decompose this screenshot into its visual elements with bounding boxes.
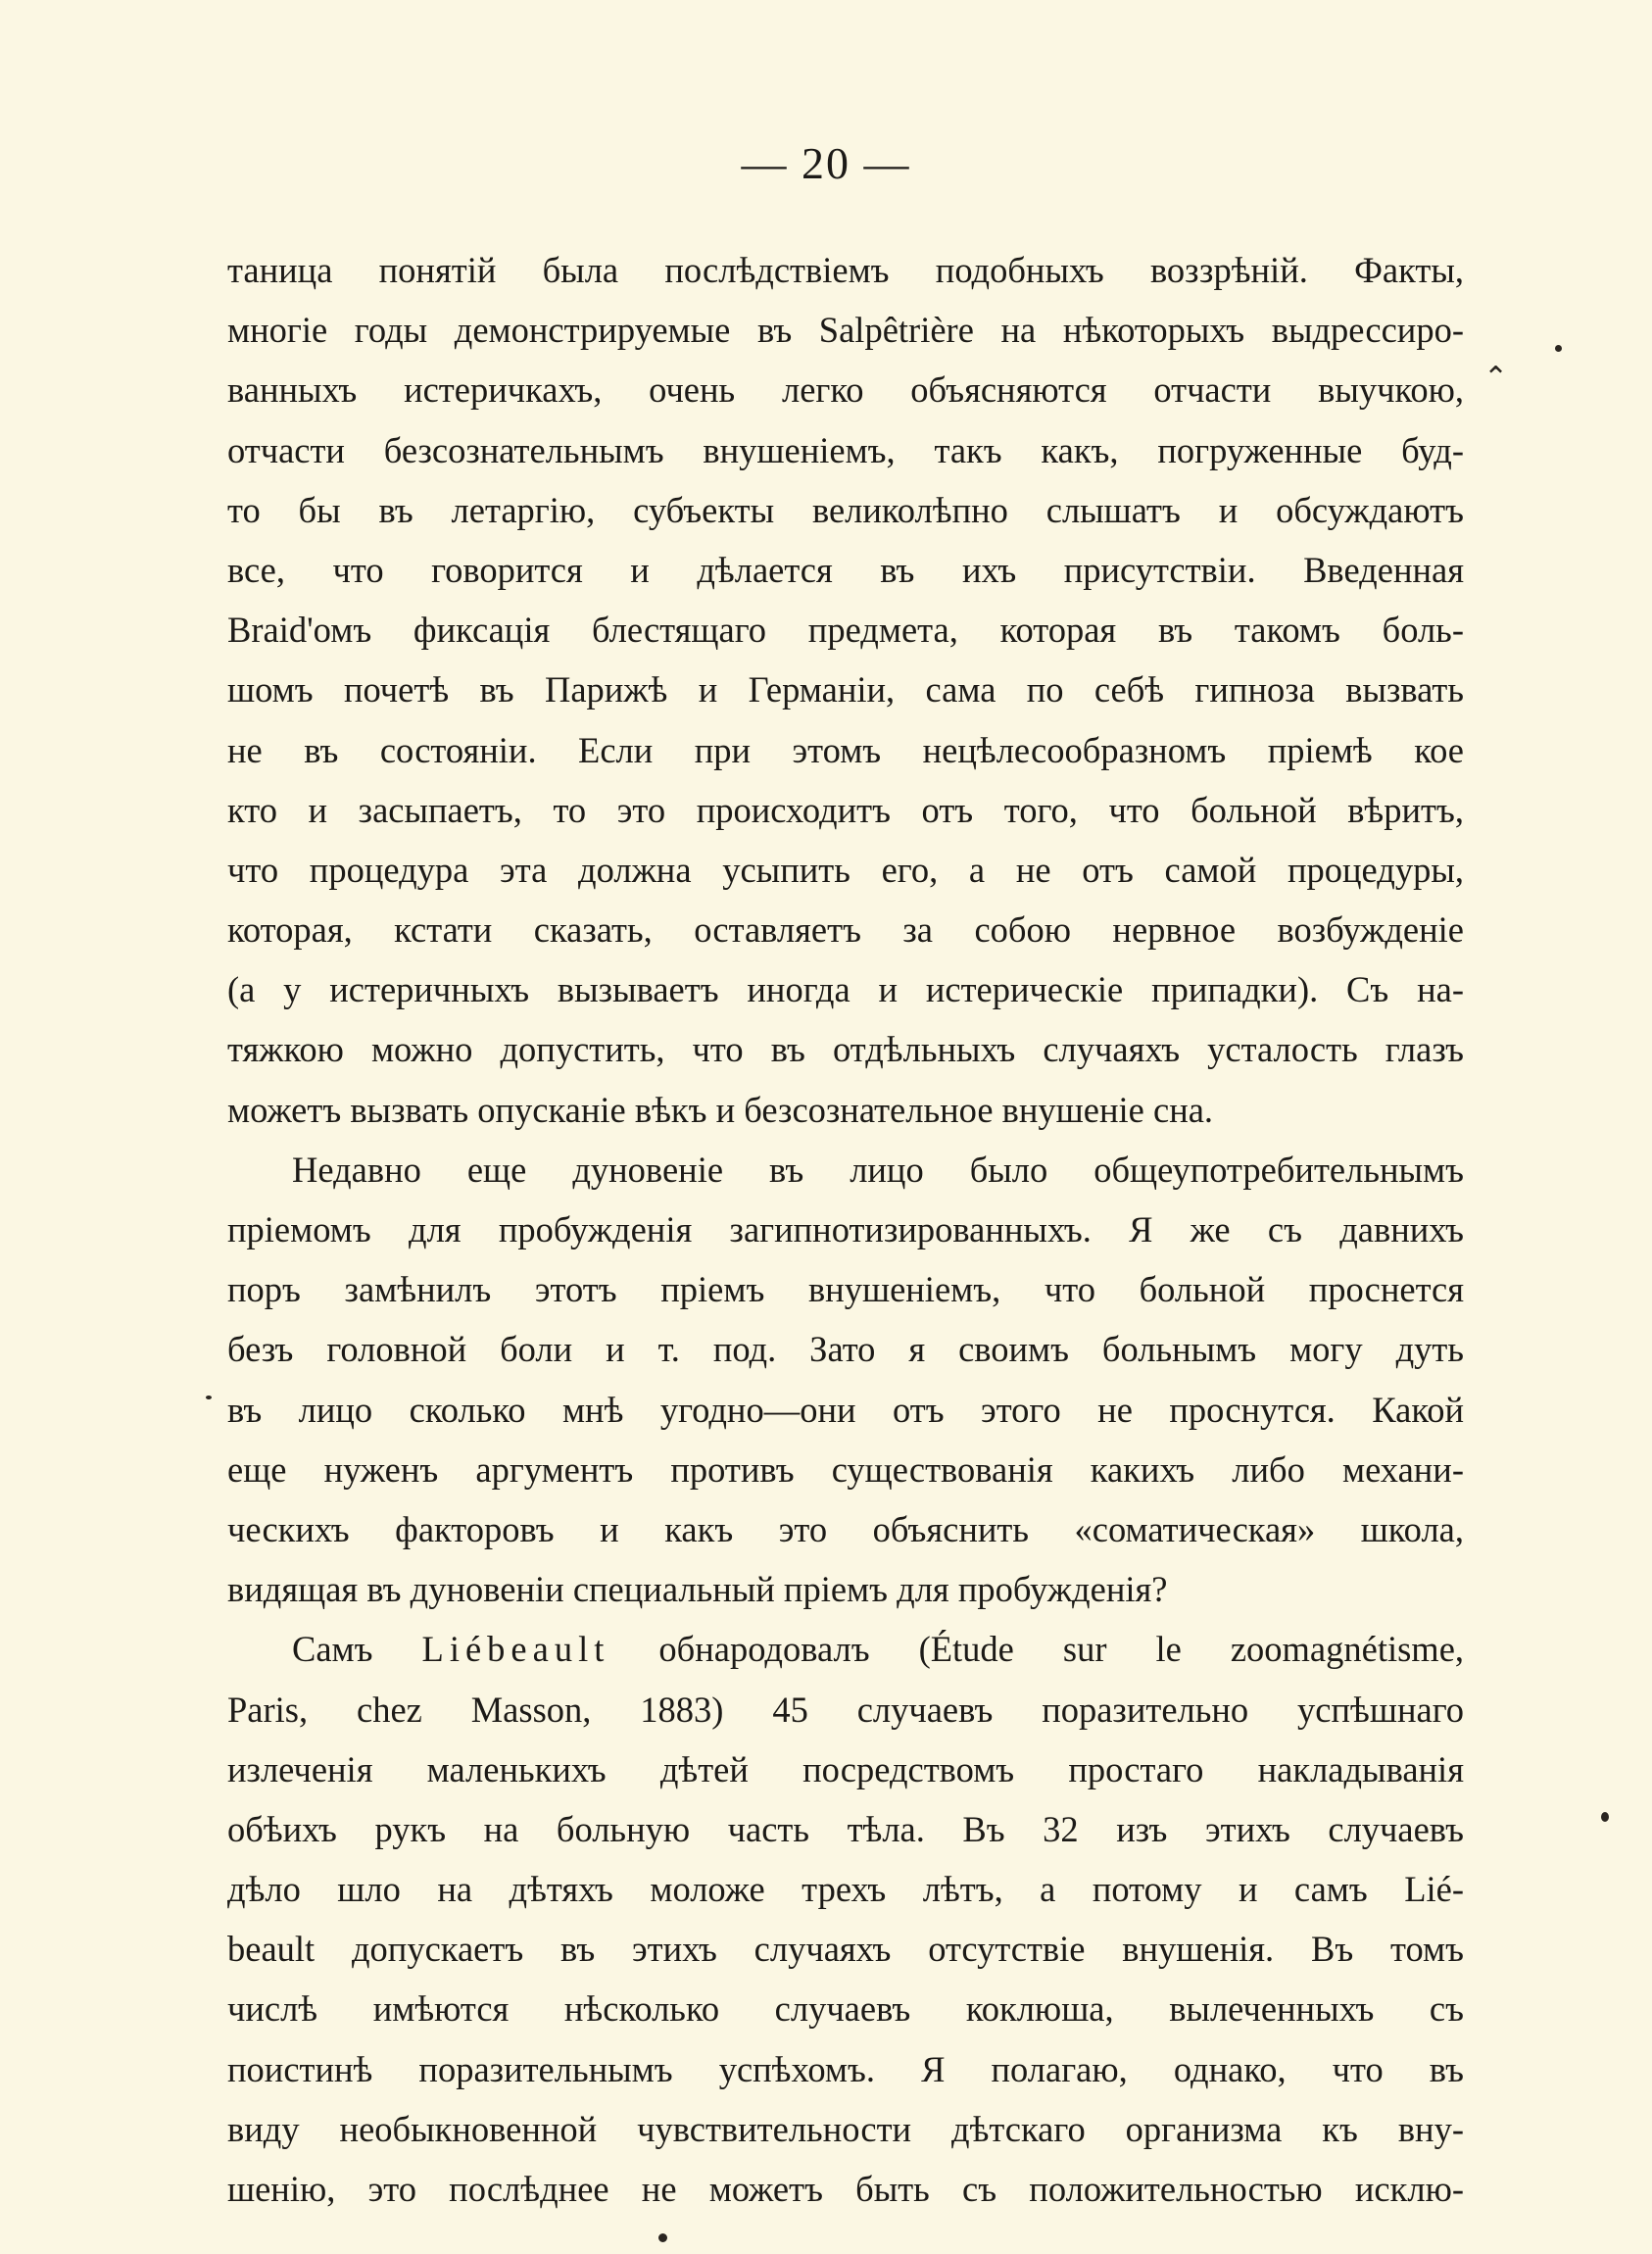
text-line: числѣ имѣются нѣсколько случаевъ коклюша, вылеченныхъ съ bbox=[227, 1988, 1464, 2030]
paragraph-end-line: видящая въ дуновеніи специальный пріемъ для пробужденія? bbox=[227, 1569, 1168, 1610]
margin-tick-mark: ⌃ bbox=[1483, 362, 1509, 394]
text-line: поръ замѣнилъ этотъ пріемъ внушеніемъ, что больной проснется bbox=[227, 1269, 1464, 1310]
text-line: многіе годы демонстрируемые въ Salpêtrière на нѣкоторыхъ выдрессиро- bbox=[227, 310, 1464, 351]
text-line: обѣихъ рукъ на больную часть тѣла. Въ 32 изъ этихъ случаевъ bbox=[227, 1808, 1464, 1849]
text-line: еще нуженъ аргументъ противъ существованія какихъ либо механи- bbox=[227, 1448, 1464, 1490]
text-line: отчасти безсознательнымъ внушеніемъ, такъ какъ, погруженные буд- bbox=[227, 429, 1464, 470]
text-line: виду необыкновенной чувствительности дѣтскаго организма къ вну- bbox=[227, 2108, 1464, 2149]
paragraph-start-line: Недавно еще дуновеніе въ лицо было общеупотребительнымъ bbox=[292, 1149, 1464, 1190]
text-line: которая, кстати сказать, оставляетъ за собою нервное возбужденіе bbox=[227, 909, 1464, 951]
text-line: таница понятій была послѣдствіемъ подобныхъ воззрѣній. Факты, bbox=[227, 250, 1464, 290]
text-line: тяжкою можно допустить, что въ отдѣльныхъ случаяхъ усталость глазъ bbox=[227, 1029, 1464, 1070]
margin-dot-mark bbox=[1601, 1812, 1609, 1822]
text-line: (а у истеричныхъ вызываетъ иногда и истерическіе припадки). Съ на- bbox=[227, 969, 1464, 1010]
margin-dot-mark bbox=[206, 1396, 212, 1399]
text-line: шомъ почетѣ въ Парижѣ и Германіи, сама по себѣ гипноза вызвать bbox=[227, 669, 1464, 710]
text-line: безъ головной боли и т. под. Зато я своимъ больнымъ могу дуть bbox=[227, 1329, 1464, 1370]
text-line: что процедура эта должна усыпить его, а не отъ самой процедуры, bbox=[227, 849, 1464, 890]
text-line: шенію, это послѣднее не можетъ быть съ положительностью исклю- bbox=[227, 2169, 1464, 2209]
text-line: поистинѣ поразительнымъ успѣхомъ. Я полагаю, однако, что въ bbox=[227, 2048, 1464, 2089]
page-number: — 20 — bbox=[741, 138, 911, 188]
text-line: beault допускаетъ въ этихъ случаяхъ отсутствіе внушенія. Въ томъ bbox=[227, 1929, 1464, 1970]
margin-dot-mark bbox=[1555, 345, 1562, 352]
text-line: въ лицо сколько мнѣ угодно—они отъ этого не проснутся. Какой bbox=[227, 1389, 1464, 1430]
text-line: Paris, chez Masson, 1883) 45 случаевъ поразительно успѣшнаго bbox=[227, 1689, 1464, 1730]
text-line: излеченія маленькихъ дѣтей посредствомъ простаго накладыванія bbox=[227, 1748, 1464, 1789]
body-text bbox=[227, 240, 1464, 2219]
text-line: все, что говорится и дѣлается въ ихъ присутствіи. Введенная bbox=[227, 549, 1464, 590]
text-line: то бы въ летаргію, субъекты великолѣпно слышатъ и обсуждаютъ bbox=[227, 489, 1464, 530]
text-line: дѣло шло на дѣтяхъ моложе трехъ лѣтъ, а потому и самъ Lié- bbox=[227, 1869, 1464, 1910]
text-line: не въ состояніи. Если при этомъ нецѣлесообразномъ пріемѣ кое bbox=[227, 729, 1464, 770]
text-line: кто и засыпаетъ, то это происходитъ отъ того, что больной вѣритъ, bbox=[227, 789, 1464, 830]
line-prefix: Самъ bbox=[292, 1629, 373, 1670]
text-line: пріемомъ для пробужденія загипнотизированныхъ. Я же съ давнихъ bbox=[227, 1209, 1464, 1250]
line-remainder: обнародовалъ (Étude sur le zoomagnétisme, bbox=[658, 1629, 1464, 1670]
text-line: ческихъ факторовъ и какъ это объяснить «соматическая» школа, bbox=[227, 1508, 1464, 1549]
margin-dot-mark bbox=[658, 2233, 667, 2242]
paragraph-end-line: можетъ вызвать опусканіе вѣкъ и безсознательное внушеніе сна. bbox=[227, 1089, 1214, 1130]
author-name-spaced: Liébeault bbox=[421, 1629, 610, 1670]
text-line: ванныхъ истеричкахъ, очень легко объясняются отчасти выучкою, bbox=[227, 369, 1464, 411]
text-line: Braid'омъ фиксація блестящаго предмета, которая въ такомъ боль- bbox=[227, 610, 1464, 651]
paragraph-start-line bbox=[227, 1619, 1464, 1679]
